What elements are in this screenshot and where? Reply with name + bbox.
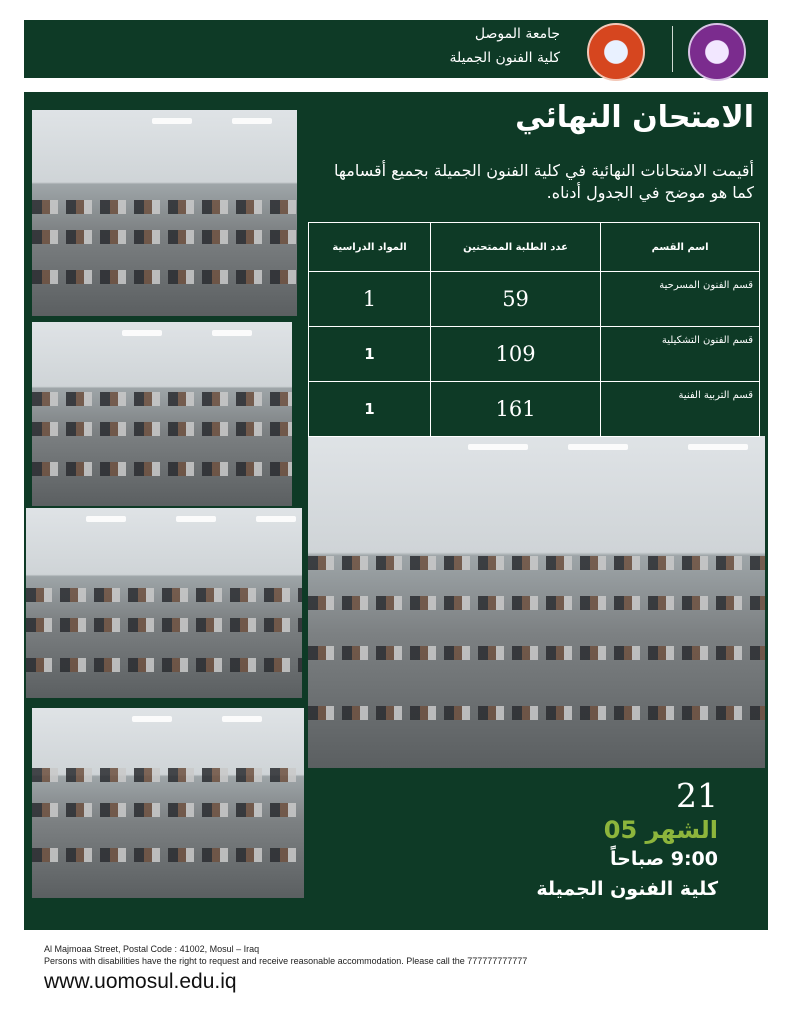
exam-photo-2 <box>32 322 292 506</box>
department-cell: قسم التربية الفنية <box>601 382 760 437</box>
university-name: جامعة الموصل <box>474 26 560 42</box>
table-row <box>309 382 760 437</box>
header-students: عدد الطلبة الممتحنين <box>430 223 600 272</box>
exam-month: الشهر 05 <box>603 816 718 844</box>
exam-time: 9:00 صباحاً <box>610 848 718 870</box>
exam-table <box>308 222 760 437</box>
exam-photo-3 <box>26 508 302 698</box>
subjects-cell: 1 <box>309 272 431 327</box>
table-row <box>309 327 760 382</box>
department-cell: قسم الفنون المسرحية <box>601 272 760 327</box>
college-name: كلية الفنون الجميلة <box>449 50 560 66</box>
subjects-cell: 1 <box>309 382 431 437</box>
logo-divider <box>672 26 673 72</box>
students-cell: 161 <box>430 382 600 437</box>
footer-note: Persons with disabilities have the right to request and receive reasonable accommodation. Please call the 777777777777 <box>44 956 528 966</box>
header-department: اسم القسم <box>601 223 760 272</box>
college-logo <box>688 23 746 81</box>
page-title: الامتحان النهائي <box>515 100 754 135</box>
footer-address: Al Majmoaa Street, Postal Code : 41002, Mosul – Iraq <box>44 944 260 954</box>
intro-text: أقيمت الامتحانات النهائية في كلية الفنون الجميلة بجميع أقسامها كما هو موضح في الجدول أدناه. <box>334 161 754 202</box>
website-link[interactable]: www.uomosul.edu.iq <box>44 970 237 993</box>
subjects-cell: 1 <box>309 327 431 382</box>
table-header-row <box>309 223 760 272</box>
exam-place: كلية الفنون الجميلة <box>536 878 718 900</box>
exam-photo-1 <box>32 110 297 316</box>
table-row <box>309 272 760 327</box>
exam-day: 21 <box>676 776 718 815</box>
university-logo <box>587 23 645 81</box>
students-cell: 109 <box>430 327 600 382</box>
department-cell: قسم الفنون التشكيلية <box>601 327 760 382</box>
main-panel <box>24 92 768 930</box>
exam-photo-4 <box>32 708 304 898</box>
exam-photo-large <box>308 436 765 768</box>
students-cell: 59 <box>430 272 600 327</box>
header-banner <box>24 20 768 78</box>
header-subjects: المواد الدراسية <box>309 223 431 272</box>
